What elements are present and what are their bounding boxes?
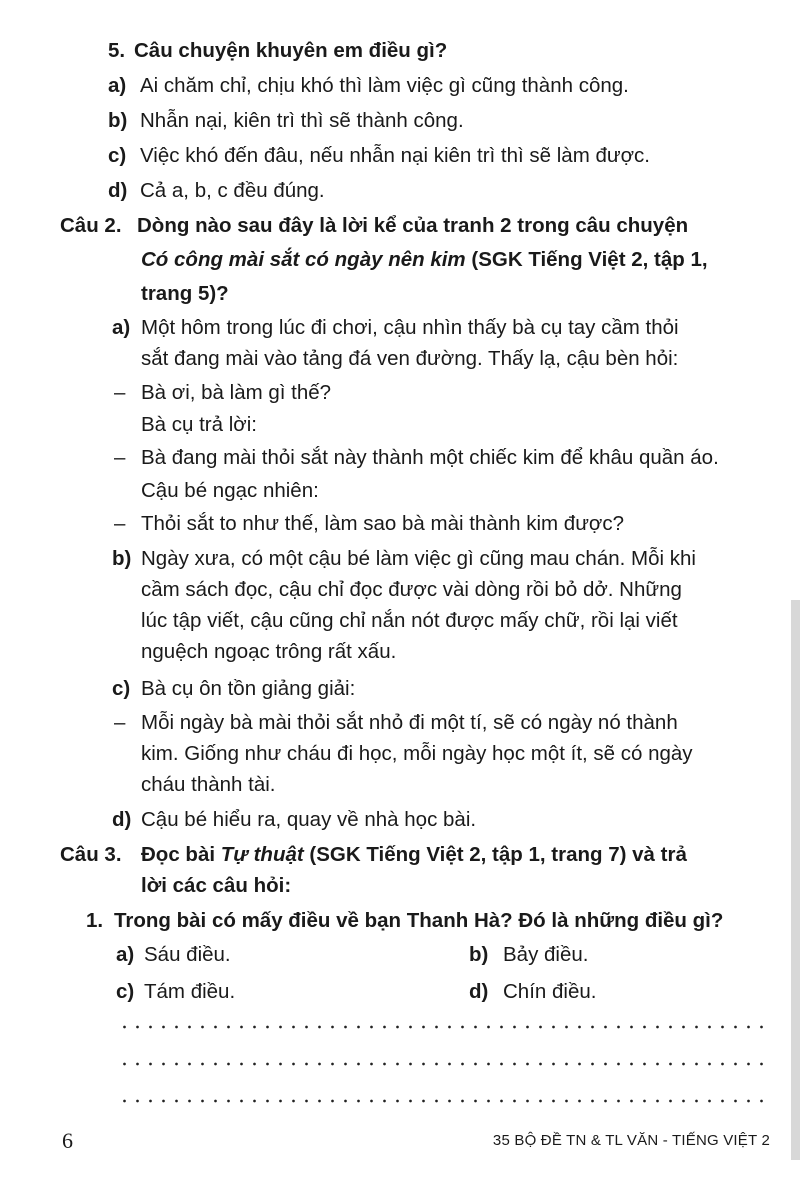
cau2-option-b-label: b) <box>112 547 132 570</box>
cau2-option-a-narr2 <box>0 474 800 508</box>
cau2-option-c-dialog-text-2: kim. Giống như cháu đi học, mỗi ngày học một ít, sẽ có ngày <box>141 742 693 765</box>
cau2-option-c-line <box>0 672 800 706</box>
cau3-question-line2: lời các câu hỏi: <box>141 874 292 897</box>
cau2-story-title: Có công mài sắt có ngày nên kim <box>141 248 466 271</box>
cau2-label: Câu 2. <box>60 214 122 237</box>
q5-option-b-label: b) <box>108 109 128 132</box>
cau3-options-row2 <box>0 975 800 1009</box>
cau2-option-b-text-4: nguệch ngoạc trông rất xấu. <box>141 640 397 663</box>
cau3-sub1-question: Trong bài có mấy điều về bạn Thanh Hà? Đó là những điều gì? <box>114 909 724 932</box>
cau2-option-a-dialog3-text: Thỏi sắt to như thế, làm sao bà mài thành kim được? <box>141 512 625 535</box>
book-title-footer: 35 BỘ ĐỀ TN & TL VĂN - TIẾNG VIỆT 2 <box>492 1132 770 1149</box>
q5-option-a-text: Ai chăm chỉ, chịu khó thì làm việc gì cũng thành công. <box>140 74 629 97</box>
q5-option-d-text: Cả a, b, c đều đúng. <box>140 179 325 202</box>
question-5-number: 5. <box>108 39 126 62</box>
q5-option-d-label: d) <box>108 179 128 202</box>
cau2-option-b-text-2: cầm sách đọc, cậu chỉ đọc được vài dòng rồi bỏ dở. Những <box>141 578 682 601</box>
cau2-heading-line1 <box>0 209 800 243</box>
cau2-option-a-text-1: Một hôm trong lúc đi chơi, cậu nhìn thấy bà cụ tay cầm thỏi <box>141 316 679 339</box>
cau2-option-c-dialog1 <box>0 706 800 740</box>
cau2-option-b-text-1: Ngày xưa, có một cậu bé làm việc gì cũng mau chán. Mỗi khi <box>141 547 696 570</box>
question-5-text: Câu chuyện khuyên em điều gì? <box>134 39 448 62</box>
answer-dotted-line <box>118 1060 773 1068</box>
cau3-question-pre: Đọc bài <box>141 843 221 866</box>
cau2-option-c-text: Bà cụ ôn tồn giảng giải: <box>141 677 356 700</box>
cau2-option-c-dialog-text-3: cháu thành tài. <box>141 773 276 796</box>
page-number: 6 <box>62 1128 73 1153</box>
answer-dotted-line <box>118 1097 773 1105</box>
cau3-sub1-number: 1. <box>86 909 104 932</box>
cau2-option-a-narr1 <box>0 408 800 442</box>
cau2-option-b-text-3: lúc tập viết, cậu cũng chỉ nắn nót được mấy chữ, rồi lại viết <box>141 609 678 632</box>
cau2-option-a-dialog1-text: Bà ơi, bà làm gì thế? <box>141 381 332 404</box>
cau2-option-a-narr2-text: Cậu bé ngạc nhiên: <box>141 479 319 502</box>
q5-option-a <box>0 69 800 103</box>
dialog-dash: – <box>114 446 126 469</box>
q5-option-b <box>0 104 800 138</box>
cau2-question-line1: Dòng nào sau đây là lời kể của tranh 2 trong câu chuyện <box>137 214 689 237</box>
cau2-option-a-narr1-text: Bà cụ trả lời: <box>141 413 257 436</box>
dialog-dash: – <box>114 512 126 535</box>
cau2-option-c-label: c) <box>112 677 131 700</box>
cau2-option-b-line4 <box>0 635 800 669</box>
cau3-option-d-label: d) <box>469 980 489 1003</box>
q5-option-b-text: Nhẫn nại, kiên trì thì sẽ thành công. <box>140 109 464 132</box>
dialog-dash: – <box>114 381 126 404</box>
cau2-option-a-dialog2 <box>0 441 800 475</box>
cau2-heading-line3 <box>0 277 800 311</box>
q5-option-c-label: c) <box>108 144 127 167</box>
cau2-option-a-label: a) <box>112 316 131 339</box>
q5-option-c <box>0 139 800 173</box>
cau2-option-a-line1 <box>0 311 800 345</box>
q5-option-d <box>0 174 800 208</box>
q5-option-c-text: Việc khó đến đâu, nếu nhẫn nại kiên trì thì sẽ làm được. <box>140 144 650 167</box>
cau3-option-a-text: Sáu điều. <box>144 943 231 966</box>
cau2-option-c-dialog3 <box>0 768 800 802</box>
cau3-option-c-text: Tám điều. <box>144 980 236 1003</box>
cau2-option-d-label: d) <box>112 808 132 831</box>
cau2-option-d-text: Cậu bé hiểu ra, quay về nhà học bài. <box>141 808 477 831</box>
dialog-dash: – <box>114 711 126 734</box>
cau2-question-line2: (SGK Tiếng Việt 2, tập 1, <box>465 248 708 271</box>
cau3-heading-line2 <box>0 869 800 903</box>
cau2-option-d-line <box>0 803 800 837</box>
cau2-option-b-line3 <box>0 604 800 638</box>
q5-option-a-label: a) <box>108 74 127 97</box>
cau2-option-b-line1 <box>0 542 800 576</box>
cau3-sub1-line <box>0 904 800 938</box>
cau3-option-a-label: a) <box>116 943 135 966</box>
cau3-option-d-text: Chín điều. <box>503 980 597 1003</box>
cau3-option-b-text: Bảy điều. <box>503 943 589 966</box>
answer-dotted-line <box>118 1023 773 1031</box>
cau3-label: Câu 3. <box>60 843 122 866</box>
cau3-reading-title: Tự thuật <box>220 843 304 866</box>
cau2-option-c-dialog2 <box>0 737 800 771</box>
cau2-option-a-line2 <box>0 342 800 376</box>
cau2-option-a-dialog3 <box>0 507 800 541</box>
cau3-option-c-label: c) <box>116 980 135 1003</box>
cau2-heading-line2 <box>0 243 800 277</box>
cau2-option-c-dialog-text-1: Mỗi ngày bà mài thỏi sắt nhỏ đi một tí, sẽ có ngày nó thành <box>141 711 678 734</box>
cau2-option-b-line2 <box>0 573 800 607</box>
cau2-option-a-dialog1 <box>0 376 800 410</box>
cau3-options-row1 <box>0 938 800 972</box>
cau2-option-a-text-2: sắt đang mài vào tảng đá ven đường. Thấy lạ, cậu bèn hỏi: <box>141 347 679 370</box>
cau3-heading-line1 <box>0 838 800 872</box>
cau2-question-line3: trang 5)? <box>141 282 229 305</box>
cau3-option-b-label: b) <box>469 943 489 966</box>
cau2-option-a-dialog2-text: Bà đang mài thỏi sắt này thành một chiếc kim để khâu quần áo. <box>141 446 719 469</box>
cau3-question-post: (SGK Tiếng Việt 2, tập 1, trang 7) và trả <box>303 843 687 866</box>
question-5-line <box>0 34 800 68</box>
